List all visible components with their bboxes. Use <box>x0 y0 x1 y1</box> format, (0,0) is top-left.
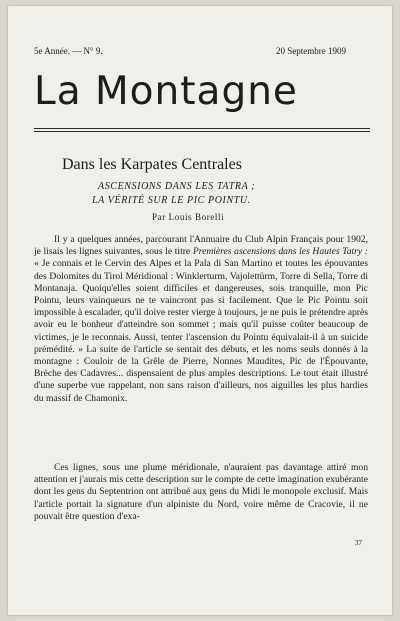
article-subtitle-line-2: LA VÉRITÉ SUR LE PIC POINTU. <box>92 195 251 206</box>
paragraph-1-text-a: Il y a quelques années, parcourant l'Annuaire du Club Alpin Français pour 1902, je lisais les lignes suivantes, sous le titre <box>34 234 368 258</box>
masthead-rule-bottom <box>34 131 370 132</box>
article-paragraph-2 <box>34 462 368 523</box>
article-subtitle-line-1: ASCENSIONS DANS LES TATRA ; <box>98 181 256 192</box>
issue-number: 5e Année. — N° 9. <box>34 46 103 56</box>
paragraph-1-italic-title: Premières ascensions dans les Hautes Tatry : <box>192 246 368 258</box>
article-title: Dans les Karpates Centrales <box>62 156 242 173</box>
journal-page <box>8 6 392 615</box>
article-author: Par Louis Borelli <box>152 212 225 222</box>
article-paragraph-1 <box>34 234 368 405</box>
masthead-title: La Montagne <box>34 69 298 114</box>
paragraph-1-text-b: « Je connais et le Cervin des Alpes et la Pala di San Martino et toutes les épouvantes des Dolomites du Tirol Méridional : Winklerturm, Vajolettürm, Torre di Sella, Torre di Montanaja. Quoiqu'elles soient difficiles et dangereuses, sois tranquille, mon Pic Pointu, leurs vainqueurs ne te vaincront pas si facilement. Que le Pic Pointu soit impossible à escalader, qu'il doive rester vierge à toujours, je ne puis le prétendre après avoir eu le bonheur d'atteindre son sommet ; mais qu'il puisse coûter beaucoup de victimes, je le reconnais. Aussi, tenter l'ascension du Pointu équivalait-il à un suicide prémédité. » La suite de l'article se sentait des débuts, et les noms seuls donnés à la montagne : Couloir de la Grêle de Pierre, Nonnes Maudites, Pic de l'Épouvante, Brèche des Cadavres... dispensaient de plus amples descriptions. Le tout était illustré d'une superbe vue rappelant, non sans raison d'ailleurs, nos aiguilles les plus hardies du massif de Chamonix. <box>34 258 368 404</box>
masthead-rule-top <box>34 128 370 129</box>
page-number: 37 <box>355 539 362 547</box>
paragraph-2-text: Ces lignes, sous une plume méridionale, n'auraient pas davantage attiré mon attention et j'aurais mis cette description sur le compte de cette imagination exubérante dont les gens du Septentrion ont attribué aux gens du Midi le monopole exclusif. Mais l'article portait la signature d'un alpiniste du Nord, voire même de Cracovie, il ne pouvait être question d'exa- <box>34 462 368 522</box>
issue-header <box>34 46 346 56</box>
issue-date: 20 Septembre 1909 <box>276 46 346 56</box>
